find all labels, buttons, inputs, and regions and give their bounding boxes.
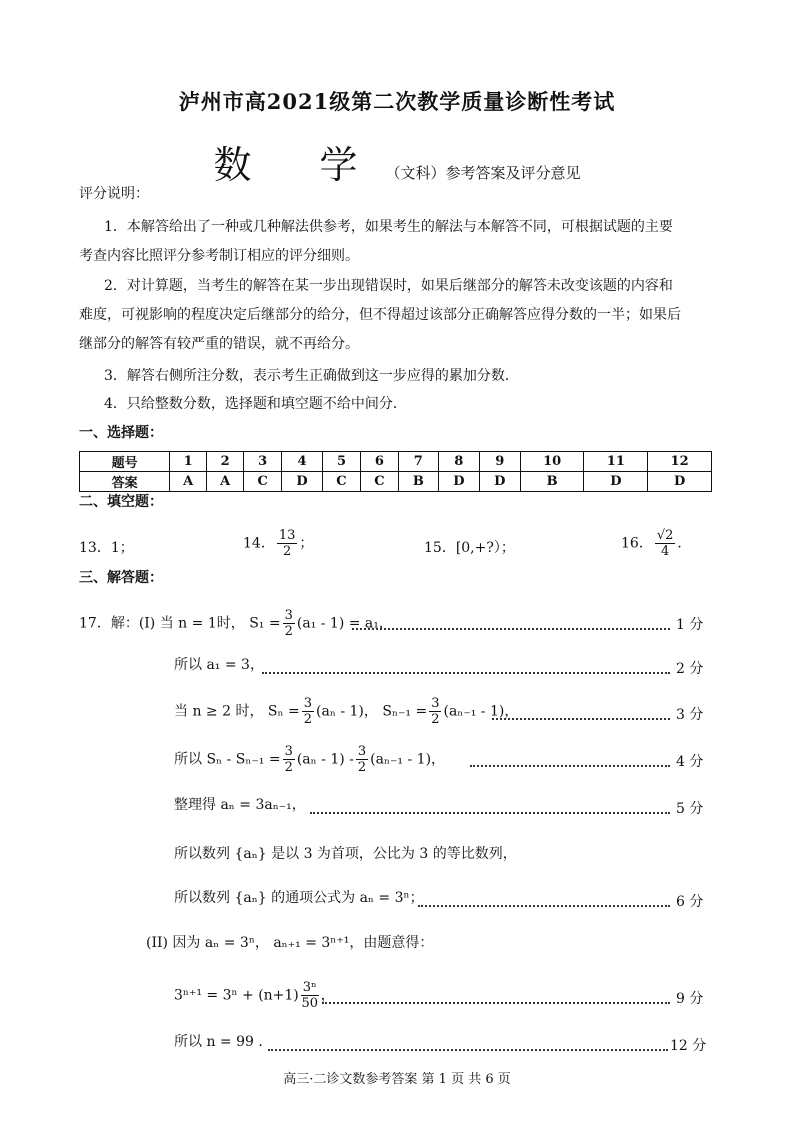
formula-text: (aₙ₋₁ - 1)，	[443, 703, 519, 720]
answer-cell: D	[584, 472, 648, 492]
solution-17-line-3	[174, 696, 518, 727]
solution-17-line-5: 整理得 aₙ = 3aₙ₋₁，	[174, 797, 306, 813]
answer-16	[621, 528, 691, 559]
exam-subtitle	[0, 134, 794, 189]
answer-14-fraction	[277, 528, 298, 559]
note-1-line-1: 1．本解答给出了一种或几种解法供参考，如果考生的解法与本解答不同，可根据试题的主要	[104, 219, 673, 235]
dotted-leader	[470, 765, 670, 767]
question-number: 2	[207, 452, 244, 472]
section-3-heading: 三、解答题：	[79, 570, 163, 586]
answer-cell: B	[520, 472, 584, 492]
formula-text: 所以 Sₙ - Sₙ₋₁ =	[174, 751, 281, 768]
answer-16-tail: ．	[677, 535, 692, 552]
question-number: 7	[398, 452, 438, 472]
solution-17-part-2-intro: (II) 因为 aₙ = 3ⁿ， aₙ₊₁ = 3ⁿ⁺¹，由题意得：	[146, 935, 434, 951]
subject-name: 数 学	[213, 143, 386, 187]
subtitle-text: （文科）参考答案及评分意见	[385, 164, 581, 182]
answer-14	[243, 528, 313, 559]
formula-text: S₁ =	[249, 615, 281, 632]
solution-17-line-9	[174, 980, 335, 1011]
fraction-numerator: 13	[278, 528, 296, 543]
answer-cell: D	[648, 472, 712, 492]
fraction-denominator: 2	[284, 624, 293, 639]
dotted-leader	[322, 1002, 670, 1004]
dotted-leader	[268, 1049, 668, 1051]
answer-16-label: 16．	[621, 535, 653, 552]
answer-cell: C	[323, 472, 361, 492]
formula-text: 当 n ≥ 2 时，	[174, 703, 264, 720]
fraction-denominator: 50	[301, 996, 318, 1011]
page-footer: 高三·二诊文数参考答案 第 1 页 共 6 页	[283, 1072, 511, 1087]
section-2-heading: 二、填空题：	[79, 494, 163, 510]
note-4: 4．只给整数分数，选择题和填空题不给中间分．	[104, 396, 407, 412]
question-number: 9	[479, 452, 520, 472]
note-1-line-2: 考查内容比照评分参考制订相应的评分细则。	[79, 248, 359, 264]
exam-title: 泸州市高2021级第二次教学质量诊断性考试	[178, 89, 616, 114]
answer-15: 15．[0,+?）；	[424, 540, 515, 556]
fraction-denominator: 2	[303, 712, 313, 727]
fraction	[283, 608, 295, 639]
answer-cell: D	[438, 472, 479, 492]
answer-14-tail: ；	[299, 535, 314, 552]
fraction-numerator: 3	[303, 696, 313, 711]
fraction-denominator: 2	[357, 760, 367, 775]
formula-text: 3ⁿ⁺¹ = 3ⁿ + (n+1)	[174, 987, 299, 1004]
question-number: 12	[648, 452, 712, 472]
formula-text: (aₙ - 1) -	[296, 751, 354, 768]
solution-17-line-7: 所以数列 {aₙ} 的通项公式为 aₙ = 3ⁿ；	[174, 890, 424, 906]
table-row-answers	[80, 472, 712, 492]
fraction-numerator: 3	[284, 608, 293, 623]
score-mark: 6 分	[676, 894, 704, 910]
fraction-numerator: 3	[284, 744, 293, 759]
notes-heading: 评分说明：	[79, 186, 149, 202]
score-mark: 4 分	[676, 754, 704, 770]
formula-text: Sₙ₋₁ =	[382, 703, 428, 720]
fraction	[302, 696, 314, 727]
answer-cell: C	[244, 472, 282, 492]
solution-17-line-6: 所以数列 {aₙ} 是以 3 为首项，公比为 3 的等比数列，	[174, 846, 517, 862]
question-number: 6	[360, 452, 398, 472]
fraction-numerator: 3ⁿ	[302, 980, 317, 995]
fraction	[429, 696, 441, 727]
note-2-line-1: 2．对计算题，当考生的解答在某一步出现错误时，如果后继部分的解答未改变该题的内容和	[104, 278, 673, 294]
question-number: 5	[323, 452, 361, 472]
answer-cell: C	[360, 472, 398, 492]
row-label-question: 题号	[80, 452, 170, 472]
fraction-numerator: 3	[431, 696, 440, 711]
fraction	[301, 980, 319, 1011]
problem-17-label: 17．解：(I) 当 n = 1时，	[79, 615, 245, 632]
score-mark: 9 分	[676, 991, 704, 1007]
formula-text: ，	[320, 987, 335, 1004]
solution-17-line-10: 所以 n = 99 ．	[174, 1034, 273, 1050]
formula-text: (aₙ₋₁ - 1)，	[370, 751, 446, 768]
note-2-line-2: 难度，可视影响的程度决定后继部分的给分，但不得超过该部分正确解答应得分数的一半；如果后	[79, 307, 681, 323]
answer-cell: A	[207, 472, 244, 492]
answer-table	[79, 451, 712, 492]
fraction-denominator: 2	[284, 760, 293, 775]
solution-17-line-2: 所以 a₁ = 3，	[174, 657, 264, 673]
score-mark: 3 分	[676, 707, 704, 723]
score-mark: 12 分	[670, 1038, 707, 1054]
fraction-denominator: 4	[660, 544, 670, 559]
score-mark: 2 分	[676, 661, 704, 677]
answer-cell: A	[170, 472, 207, 492]
row-label-answer: 答案	[80, 472, 170, 492]
fraction-denominator: 2	[282, 544, 292, 559]
table-row-numbers	[80, 452, 712, 472]
fraction-numerator: √2	[656, 528, 674, 543]
answer-cell: D	[282, 472, 323, 492]
question-number: 10	[520, 452, 584, 472]
answer-14-label: 14．	[243, 535, 275, 552]
answer-cell: B	[398, 472, 438, 492]
section-1-heading: 一、选择题：	[79, 425, 163, 441]
answer-13: 13．1；	[79, 540, 134, 556]
fraction	[283, 744, 295, 775]
dotted-leader	[418, 905, 670, 907]
note-3: 3．解答右侧所注分数，表示考生正确做到这一步应得的累加分数．	[104, 368, 519, 384]
formula-text: (aₙ - 1)，	[316, 703, 378, 720]
dotted-leader	[262, 672, 670, 674]
formula-text: Sₙ =	[267, 703, 300, 720]
question-number: 1	[170, 452, 207, 472]
score-mark: 1 分	[676, 617, 704, 633]
solution-17-line-1	[79, 608, 393, 639]
note-2-line-3: 继部分的解答有较严重的错误，就不再给分。	[79, 336, 359, 352]
formula-text: (a₁ - 1) = a₁，	[296, 615, 393, 632]
score-mark: 5 分	[676, 801, 704, 817]
question-number: 11	[584, 452, 648, 472]
question-number: 8	[438, 452, 479, 472]
answer-cell: D	[479, 472, 520, 492]
question-number: 4	[282, 452, 323, 472]
fraction-numerator: 3	[357, 744, 367, 759]
solution-17-line-4	[174, 744, 445, 775]
fraction	[356, 744, 368, 775]
dotted-leader	[492, 718, 670, 720]
fraction-denominator: 2	[431, 712, 440, 727]
dotted-leader	[352, 628, 670, 630]
dotted-leader	[310, 812, 670, 814]
question-number: 3	[244, 452, 282, 472]
answer-16-fraction	[655, 528, 676, 559]
